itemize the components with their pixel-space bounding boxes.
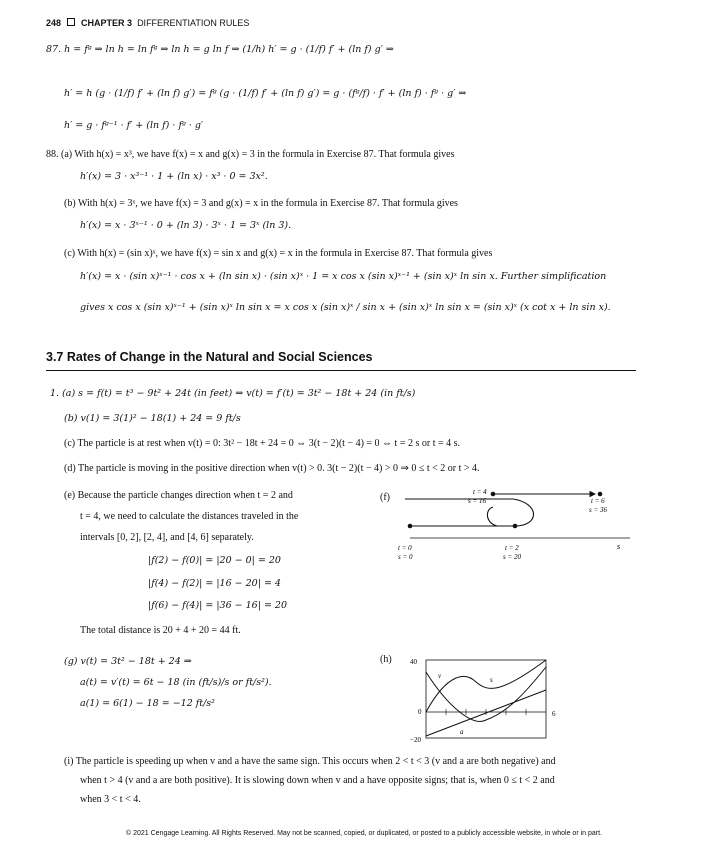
ex1-i-line1: (i) The particle is speeding up when v and a have the same sign. This occurs when 2 < t < 3 (v and a are both negative) and: [64, 756, 556, 767]
label-s6: s = 36: [589, 506, 607, 514]
label-t0: t = 0: [398, 544, 412, 552]
label-s0: s = 0: [398, 553, 413, 561]
point-t0: [408, 524, 413, 529]
ex87-line3: h′ = g · fᵍ⁻¹ · f′ + (ln f) · fᵍ · g′: [64, 120, 204, 131]
ex1-h-label: (h): [380, 654, 392, 665]
motion-diagram: [395, 485, 635, 570]
sva-graph: [408, 652, 568, 744]
ex1-i-line2: when t > 4 (v and a are both positive). It is slowing down when v and a have opposite signs; that is, when 0 ≤ t < 2 and: [80, 775, 555, 786]
ex1-e-line3: intervals [0, 2], [2, 4], and [4, 6] separately.: [80, 532, 254, 543]
graph-frame: [426, 660, 546, 738]
label-s-axis: s: [617, 542, 621, 551]
ex1-e-dist2: |f(4) − f(2)| = |16 − 20| = 4: [148, 578, 281, 589]
point-t4: [491, 492, 496, 497]
ex1-a: 1. (a) s = f(t) = t³ − 9t² + 24t (in feet) ⇒ v(t) = f′(t) = 3t² − 18t + 24 (in ft/s): [50, 388, 416, 399]
ex1-e-dist3: |f(6) − f(4)| = |36 − 16| = 20: [148, 600, 288, 611]
label-t4: t = 4: [473, 488, 487, 496]
ex1-g-line2: a(t) = v′(t) = 6t − 18 (in (ft/s)/s or ft/s²).: [80, 677, 272, 688]
ex1-f-label: (f): [380, 492, 390, 503]
label-t2: t = 2: [505, 544, 519, 552]
ex88-c-eq: h′(x) = x · (sin x)ˣ⁻¹ · cos x + (ln sin x) · (sin x)ˣ · 1 = x cos x (sin x)ˣ⁻¹ + (sin x)ˣ ln sin x. Further simplification: [80, 271, 607, 282]
ex1-i-line3: when 3 < t < 4.: [80, 794, 141, 805]
ex88-a-eq: h′(x) = 3 · x³⁻¹ · 1 + (ln x) · x³ · 0 = 3x².: [80, 171, 268, 182]
ex1-e-total: The total distance is 20 + 4 + 20 = 44 ft.: [80, 625, 241, 636]
page-number: 248: [46, 18, 62, 28]
copyright-footer: © 2021 Cengage Learning. All Rights Reserved. May not be scanned, copied, or duplicated, or posted to a publicly accessible website, in whole or in part.: [126, 830, 602, 837]
ex1-g-line1: (g) v(t) = 3t² − 18t + 24 ⇒: [64, 656, 192, 667]
y-label-top: 40: [410, 658, 417, 666]
path-turnaround: [487, 507, 497, 526]
ex1-d: (d) The particle is moving in the positive direction when v(t) > 0. 3(t − 2)(t − 4) > 0 ⇒ 0 ≤ t < 2 or t > 4.: [64, 463, 480, 474]
section-title: 3.7 Rates of Change in the Natural and Social Sciences: [46, 350, 373, 364]
ex88-b-text: (b) With h(x) = 3ˣ, we have f(x) = 3 and g(x) = x in the formula in Exercise 87. That formula gives: [64, 198, 458, 209]
label-t6: t = 6: [591, 497, 605, 505]
ex87-line2: h′ = h (g · (1/f) f′ + (ln f) g′) = fᵍ (g · (1/f) f′ + (ln f) g′) = g · (fᵍ/f) · f′ + (ln f) · fᵍ · g′ ⇒: [64, 88, 467, 99]
ex1-e-line1: (e) Because the particle changes direction when t = 2 and: [64, 490, 293, 501]
label-s2: s = 20: [503, 553, 521, 561]
ex1-g-line3: a(1) = 6(1) − 18 = −12 ft/s²: [80, 698, 215, 709]
running-header: [46, 18, 249, 28]
ex87-line1: 87. h = fᵍ ⇒ ln h = ln fᵍ ⇒ ln h = g ln f ⇒ (1/h) h′ = g · (1/f) f′ + (ln f) g′ ⇒: [46, 44, 394, 55]
y-label-zero: 0: [418, 708, 422, 716]
x-label-right: 6: [552, 710, 556, 718]
section-rule: [46, 370, 636, 371]
label-a: a: [460, 728, 464, 736]
label-v: v: [438, 672, 442, 680]
chapter-title: DIFFERENTIATION RULES: [137, 18, 250, 28]
ex88-c-text: (c) With h(x) = (sin x)ˣ, we have f(x) = sin x and g(x) = x in the formula in Exercise 87. That formula gives: [64, 248, 493, 259]
ex1-e-dist1: |f(2) − f(0)| = |20 − 0| = 20: [148, 555, 281, 566]
ex1-e-line2: t = 4, we need to calculate the distances traveled in the: [80, 511, 299, 522]
ex88-b-eq: h′(x) = x · 3ˣ⁻¹ · 0 + (ln 3) · 3ˣ · 1 = 3ˣ (ln 3).: [80, 220, 292, 231]
ex88-c-simplification: gives x cos x (sin x)ˣ⁻¹ + (sin x)ˣ ln sin x = x cos x (sin x)ˣ / sin x + (sin x)ˣ ln sin x = (sin x)ˣ (x cot x + ln sin x).: [80, 302, 611, 313]
y-label-bottom: −20: [410, 736, 421, 744]
point-t6: [598, 492, 603, 497]
ex1-c: (c) The particle is at rest when v(t) = 0: 3t² − 18t + 24 = 0 ⇔ 3(t − 2)(t − 4) = 0 ⇔ t = 2 s or t = 4 s.: [64, 438, 461, 449]
ex88-a-text: 88. (a) With h(x) = x³, we have f(x) = x and g(x) = 3 in the formula in Exercise 87. That formula gives: [46, 149, 455, 160]
square-icon: [67, 18, 75, 26]
ex1-b: (b) v(1) = 3(1)² − 18(1) + 24 = 9 ft/s: [64, 413, 241, 424]
chapter-label: CHAPTER 3: [81, 18, 133, 28]
point-t2: [513, 524, 518, 529]
label-s: s: [490, 676, 493, 684]
curve-s: [426, 660, 546, 712]
label-s4: s = 16: [468, 497, 486, 505]
